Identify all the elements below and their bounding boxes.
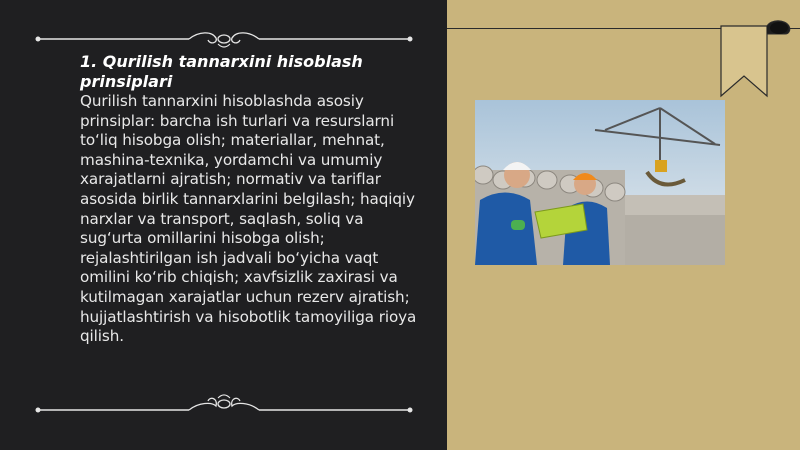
- construction-photo: [475, 100, 725, 265]
- slide-body-text: Qurilish tannarxini hisoblashda asosiy prinsiplar: barcha ish turlari va resurslarni to‘liq hisobga olish; materiallar, mehnat, mashina-texnika, yordamchi va umumiy xarajatlarni ajratish; normativ va tariflar asosida birlik tannarxlarini belgilash; haqiqiy narxlar va transport, saqlash, soliq va sug‘urta omillarini hisobga olish; rejalashtirilgan ish jadvali bo‘yicha vaqt omilini ko‘rib chiqish; xavfsizlik zaxirasi va kutilmagan xarajatlar uchun rezerv ajratish; hujjatlashtirish va hisobotlik tamoyiliga rioya qilish.: [80, 92, 417, 346]
- bottom-ornament-icon: [34, 392, 414, 414]
- slide-title: 1. Qurilish tannarxini hisoblash prinsiplari: [80, 52, 363, 91]
- top-ornament-icon: [34, 28, 414, 50]
- construction-photo-illustration: [475, 100, 725, 265]
- ribbon-bookmark-icon: [719, 18, 799, 100]
